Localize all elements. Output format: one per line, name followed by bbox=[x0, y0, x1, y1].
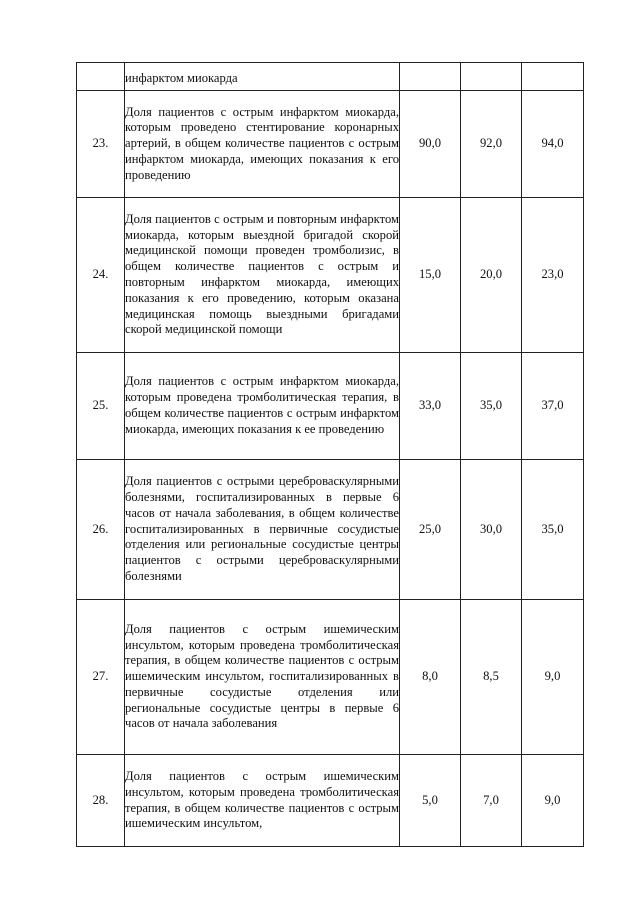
indicator-text-cell bbox=[125, 460, 400, 600]
value-year1-cell bbox=[400, 63, 461, 91]
indicator-text: Доля пациентов с острым ишемическим инсультом, которым проведена тромболитическая терапия, в общем количестве пациентов с острым ишемическим инсультом, bbox=[125, 768, 399, 831]
row-number-cell: 24. bbox=[77, 198, 125, 353]
value-year1-cell: 15,0 bbox=[400, 198, 461, 353]
value-year3-cell: 23,0 bbox=[522, 198, 584, 353]
indicator-text: Доля пациентов с острыми цереброваскулярными болезнями, госпитализированных в первые 6 часов от начала заболевания, в общем количестве госпитализированных в первичные сосудистые отделения или региональные сосудистые центры пациентов с острыми цереброваскулярными болезнями bbox=[125, 474, 399, 583]
value-year2-cell: 7,0 bbox=[461, 755, 522, 847]
indicator-text: Доля пациентов с острым инфарктом миокарда, которым проведено стентирование коронарных артерий, в общем количестве пациентов с острым инфарктом миокарда, имеющих показания к его проведению bbox=[125, 104, 399, 182]
indicator-text: Доля пациентов с острым ишемическим инсультом, которым проведена тромболитическая терапия, в общем количестве пациентов с острым ишемическим инсультом, госпитализированных в первичные сосудистые отделения или региональные сосудистые центры в первые 6 часов от начала заболевания bbox=[125, 621, 399, 731]
row-number-cell: 28. bbox=[77, 755, 125, 847]
value-year3-cell: 35,0 bbox=[522, 460, 584, 600]
value-year1-cell: 90,0 bbox=[400, 91, 461, 198]
indicator-text: Доля пациентов с острым инфарктом миокарда, которым проведена тромболитическая терапия, в общем количестве пациентов с острым инфарктом миокарда, имеющих показания к ее проведению bbox=[125, 374, 399, 436]
indicator-text: Доля пациентов с острым и повторным инфарктом миокарда, которым выездной бригадой скорой медицинской помощи проведен тромболизис, в общем количестве пациентов с острым и повторным инфарктом миокарда, имеющих показания к его проведению, которым оказана медицинская помощь выездными бригадами скорой медицинской помощи bbox=[125, 211, 399, 337]
value-year3-cell: 37,0 bbox=[522, 353, 584, 460]
indicator-text-cell bbox=[125, 600, 400, 755]
value-year3-cell bbox=[522, 63, 584, 91]
row-number-cell bbox=[77, 63, 125, 91]
indicator-text-cell bbox=[125, 198, 400, 353]
row-number-cell: 25. bbox=[77, 353, 125, 460]
table-row bbox=[77, 198, 584, 353]
value-year2-cell: 30,0 bbox=[461, 460, 522, 600]
indicators-table bbox=[76, 62, 584, 847]
value-year1-cell: 8,0 bbox=[400, 600, 461, 755]
row-number-cell: 27. bbox=[77, 600, 125, 755]
value-year3-cell: 9,0 bbox=[522, 600, 584, 755]
value-year1-cell: 25,0 bbox=[400, 460, 461, 600]
value-year2-cell bbox=[461, 63, 522, 91]
indicator-text-cell bbox=[125, 63, 400, 91]
value-year2-cell: 35,0 bbox=[461, 353, 522, 460]
value-year2-cell: 92,0 bbox=[461, 91, 522, 198]
indicator-text-cell bbox=[125, 91, 400, 198]
value-year2-cell: 20,0 bbox=[461, 198, 522, 353]
table-row bbox=[77, 353, 584, 460]
value-year3-cell: 9,0 bbox=[522, 755, 584, 847]
indicator-text: инфарктом миокарда bbox=[125, 70, 238, 85]
indicator-text-cell bbox=[125, 755, 400, 847]
value-year3-cell: 94,0 bbox=[522, 91, 584, 198]
value-year1-cell: 5,0 bbox=[400, 755, 461, 847]
table-row bbox=[77, 460, 584, 600]
table-row bbox=[77, 600, 584, 755]
indicator-text-cell bbox=[125, 353, 400, 460]
table-row bbox=[77, 91, 584, 198]
table-row bbox=[77, 755, 584, 847]
row-number-cell: 26. bbox=[77, 460, 125, 600]
table-body bbox=[77, 63, 584, 847]
table-row bbox=[77, 63, 584, 91]
row-number-cell: 23. bbox=[77, 91, 125, 198]
value-year2-cell: 8,5 bbox=[461, 600, 522, 755]
value-year1-cell: 33,0 bbox=[400, 353, 461, 460]
